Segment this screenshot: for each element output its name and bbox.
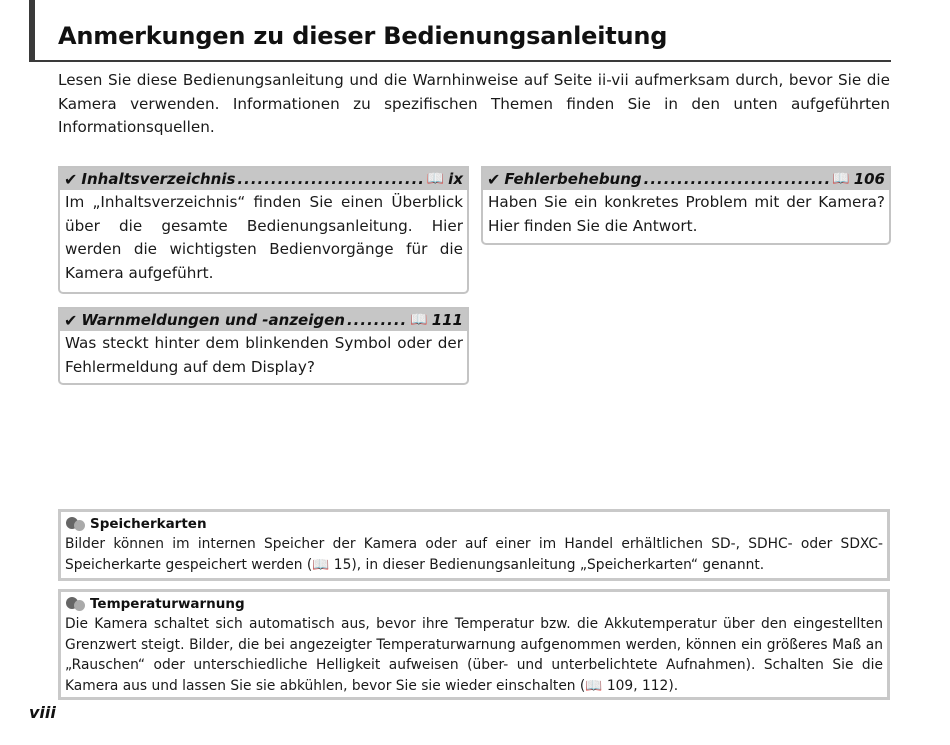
ref-page: ix [448, 170, 463, 188]
note-header [65, 594, 883, 614]
ref-text: Im „Inhaltsverzeichnis“ finden Sie einen Überblick über die gesamte Bedienungsanleitung. Hier werden die wichtigsten Bedienvorgänge für die Kamera aufgeführt. [65, 193, 463, 282]
note-header [65, 514, 883, 534]
ref-title: Warnmeldungen und -anzeigen [81, 311, 345, 329]
note-icon [65, 516, 87, 532]
note-title: Speicherkarten [90, 516, 207, 532]
ref-page: 111 [431, 311, 463, 329]
ref-box-fehlerbehebung [481, 166, 891, 245]
ref-header [60, 309, 467, 331]
note-text: Die Kamera schaltet sich automatisch aus, bevor ihre Temperatur bzw. die Akkutemperatur über den eingestellten Grenzwert steigt. Bilder, die bei angezeigter Temperaturwarnung aufgenommen werden, können ein größeres Maß an „Rauschen“ oder unterschiedliche Helligkeit aufweisen (über- und unterbelichtete Aufnahmen). Schalten Sie die Kamera aus und lassen Sie sie abkühlen, bevor Sie sie wieder einschalten (📖 109, 112). [65, 616, 883, 694]
ref-header [483, 168, 889, 190]
book-icon: 📖 [832, 171, 850, 187]
ref-page: 106 [853, 170, 885, 188]
intro-paragraph: Lesen Sie diese Bedienungsanleitung und die Warnhinweise auf Seite ii-vii aufmerksam durch, bevor Sie die Kamera verwenden. Informationen zu spezifischen Themen finden Sie in den unten aufgeführten Informationsquellen. [58, 71, 890, 136]
note-text: Bilder können im internen Speicher der Kamera oder auf einer im Handel erhältlichen SD-, SDHC- oder SDXC-Speicherkarte gespeichert werden (📖 15), in dieser Bedienungsanleitung „Speicherkarten“ genannt. [65, 536, 883, 573]
ref-box-warnmeldungen [58, 307, 469, 385]
dot-leader [644, 170, 831, 188]
dot-leader [347, 311, 408, 329]
page-title: Anmerkungen zu dieser Bedienungsanleitung [58, 22, 668, 50]
ref-title: Fehlerbehebung [504, 170, 642, 188]
ref-text: Haben Sie ein konkretes Problem mit der Kamera? Hier finden Sie die Antwort. [488, 193, 885, 235]
check-icon: ✔ [64, 169, 78, 189]
ref-box-inhaltsverzeichnis [58, 166, 469, 294]
header-bar [29, 0, 35, 62]
check-icon: ✔ [487, 169, 501, 189]
ref-header [60, 168, 467, 190]
ref-title: Inhaltsverzeichnis [81, 170, 236, 188]
ref-text: Was steckt hinter dem blinkenden Symbol oder der Fehlermeldung auf dem Display? [65, 334, 463, 376]
note-speicherkarten [58, 509, 890, 581]
header-rule [29, 60, 891, 62]
check-icon: ✔ [64, 310, 78, 330]
book-icon: 📖 [426, 171, 445, 187]
note-icon [65, 596, 87, 612]
note-temperaturwarnung [58, 589, 890, 700]
dot-leader [237, 170, 424, 188]
book-icon: 📖 [410, 312, 428, 328]
note-title: Temperaturwarnung [90, 596, 245, 612]
page-number: viii [29, 703, 56, 722]
